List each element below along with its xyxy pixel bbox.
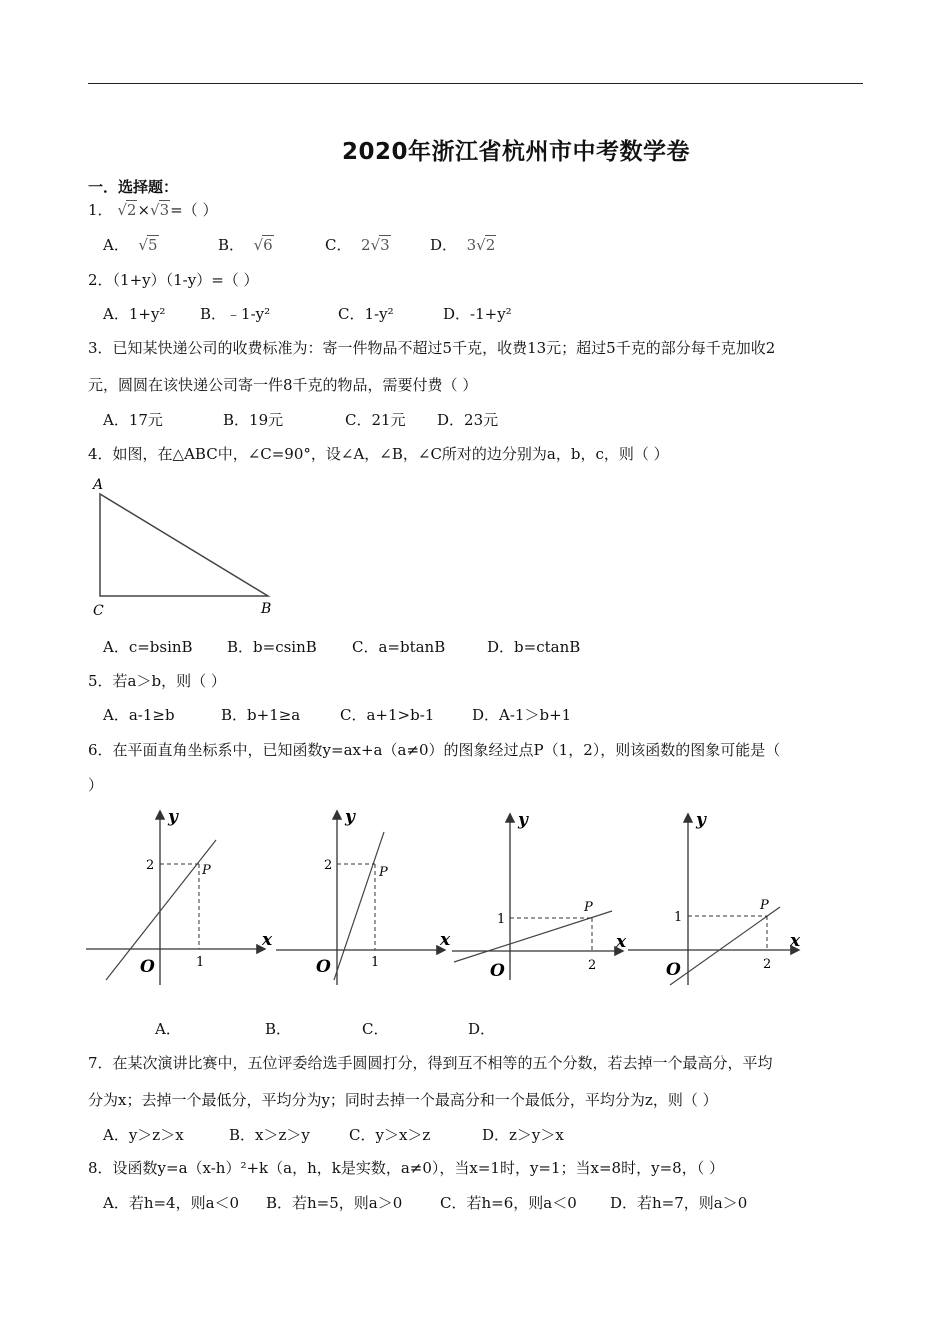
- question-3-line-1: 3．已知某快递公司的收费标准为：寄一件物品不超过5千克，收费13元；超过5千克的部分每千克加收2: [88, 339, 776, 357]
- y-tick-label: 1: [497, 912, 506, 927]
- q2-option-d[interactable]: D．-1+y²: [443, 305, 512, 323]
- q7-option-a[interactable]: A．y＞z＞x: [103, 1126, 184, 1144]
- point-p-label: P: [584, 900, 593, 915]
- q7-option-d[interactable]: D．z＞y＞x: [482, 1126, 564, 1144]
- origin-label: O: [140, 957, 155, 977]
- y-axis-label: y: [518, 810, 528, 830]
- q5-option-c[interactable]: C．a+1>b-1: [340, 706, 435, 724]
- section-heading: 一．选择题：: [88, 178, 179, 196]
- question-6-line-1: 6．在平面直角坐标系中，已知函数y=ax+a（a≠0）的图象经过点P（1，2），则该函数的图象可能是（: [88, 741, 781, 759]
- vertex-label-c: C: [93, 603, 104, 619]
- q5-option-d[interactable]: D．A-1＞b+1: [472, 706, 572, 724]
- q6-graph-b: [276, 800, 456, 985]
- y-axis-label: y: [696, 810, 706, 830]
- q1-number: 1．: [88, 201, 113, 219]
- q8-option-d[interactable]: D．若h=7，则a＞0: [610, 1194, 748, 1212]
- q1-option-d[interactable]: D． 3√2: [430, 236, 496, 254]
- y-tick-label: 2: [146, 858, 155, 873]
- question-7-line-1: 7．在某次演讲比赛中，五位评委给选手圆圆打分，得到互不相等的五个分数，若去掉一个最高分，平均: [88, 1054, 773, 1072]
- q6-option-b[interactable]: B．: [265, 1020, 292, 1038]
- q3-option-a[interactable]: A．17元: [103, 411, 163, 429]
- q8-option-a[interactable]: A．若h=4，则a＜0: [103, 1194, 240, 1212]
- page-title: 2020年浙江省杭州市中考数学卷: [342, 139, 691, 165]
- point-p-label: P: [379, 865, 388, 880]
- function-line: [670, 907, 780, 985]
- x-tick-label: 2: [588, 958, 597, 973]
- q4-option-d[interactable]: D．b=ctanB: [487, 638, 581, 656]
- q2-option-a[interactable]: A．1+y²: [103, 305, 166, 323]
- q7-option-c[interactable]: C．y＞x＞z: [349, 1126, 431, 1144]
- q2-option-c[interactable]: C．1-y²: [338, 305, 394, 323]
- y-tick-label: 1: [674, 910, 683, 925]
- q6-graph-a: [86, 800, 276, 985]
- function-line: [454, 911, 612, 962]
- q1-tail: =（ ）: [170, 201, 218, 219]
- q1-option-c[interactable]: C． 2√3: [325, 236, 390, 254]
- triangle-abc: [100, 494, 268, 596]
- q6-option-c[interactable]: C．: [362, 1020, 389, 1038]
- y-axis-label: y: [168, 807, 178, 827]
- x-axis-label: x: [616, 932, 627, 952]
- header-rule: [88, 83, 863, 84]
- question-6-line-2: ）: [88, 776, 104, 794]
- question-1-stem: 1． √2×√3=（ ）: [88, 201, 218, 219]
- q5-option-a[interactable]: A．a-1≥b: [103, 706, 175, 724]
- origin-label: O: [490, 961, 505, 981]
- x-tick-label: 1: [196, 955, 205, 970]
- q1-option-a[interactable]: A． √5: [103, 236, 158, 254]
- q4-option-b[interactable]: B．b=csinB: [227, 638, 317, 656]
- q1-radical-2: √3: [150, 201, 170, 219]
- question-5-stem: 5．若a＞b，则（ ）: [88, 672, 226, 690]
- y-axis-label: y: [345, 807, 355, 827]
- q7-option-b[interactable]: B．x＞z＞y: [229, 1126, 310, 1144]
- q3-option-c[interactable]: C．21元: [345, 411, 406, 429]
- q2-option-b[interactable]: B．﹣1-y²: [200, 305, 271, 323]
- x-axis-label: x: [790, 931, 801, 951]
- q1-option-b[interactable]: B． √6: [218, 236, 273, 254]
- q5-option-b[interactable]: B．b+1≥a: [221, 706, 301, 724]
- q8-option-c[interactable]: C．若h=6，则a＜0: [440, 1194, 577, 1212]
- question-7-line-2: 分为x；去掉一个最低分，平均分为y；同时去掉一个最高分和一个最低分，平均分为z，则（ ）: [88, 1091, 718, 1109]
- q6-graph-c: [452, 805, 632, 985]
- point-p-label: P: [760, 898, 769, 913]
- q3-option-d[interactable]: D．23元: [437, 411, 499, 429]
- question-8-stem: 8．设函数y=a（x-h）²+k（a，h，k是实数，a≠0），当x=1时，y=1；当x=8时，y=8，（ ）: [88, 1159, 724, 1177]
- y-tick-label: 2: [324, 858, 333, 873]
- point-p-label: P: [202, 863, 211, 878]
- q6-option-a[interactable]: A．: [155, 1020, 181, 1038]
- vertex-label-a: A: [93, 477, 104, 493]
- q4-option-c[interactable]: C．a=btanB: [352, 638, 446, 656]
- q6-option-d[interactable]: D．: [468, 1020, 496, 1038]
- x-axis-label: x: [440, 930, 451, 950]
- q8-option-b[interactable]: B．若h=5，则a＞0: [266, 1194, 403, 1212]
- x-axis-label: x: [262, 930, 273, 950]
- question-4-stem: 4．如图，在△ABC中，∠C=90°，设∠A，∠B，∠C所对的边分别为a，b，c，则（ ）: [88, 445, 669, 463]
- question-2-stem: 2．（1+y）（1-y）=（ ）: [88, 271, 259, 289]
- q4-triangle-figure: [86, 472, 286, 622]
- origin-label: O: [316, 957, 331, 977]
- origin-label: O: [666, 960, 681, 980]
- q1-radical-1: √2: [117, 201, 137, 219]
- q4-option-a[interactable]: A．c=bsinB: [103, 638, 193, 656]
- q6-graph-d: [628, 805, 808, 990]
- q3-option-b[interactable]: B．19元: [223, 411, 284, 429]
- vertex-label-b: B: [261, 601, 272, 617]
- question-3-line-2: 元，圆圆在该快递公司寄一件8千克的物品，需要付费（ ）: [88, 376, 478, 394]
- x-tick-label: 2: [763, 957, 772, 972]
- x-tick-label: 1: [371, 955, 380, 970]
